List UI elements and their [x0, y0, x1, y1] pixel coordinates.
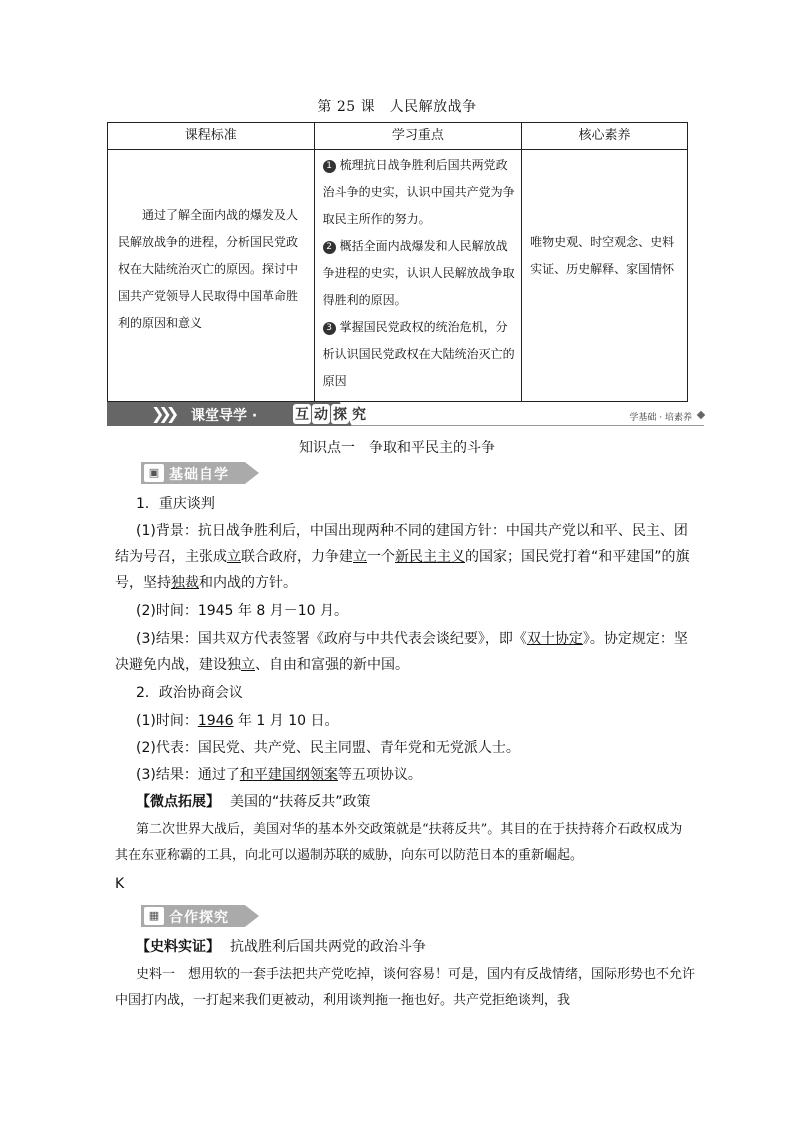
item1-heading: 1．重庆谈判: [136, 496, 215, 512]
item2-heading: 2．政治协商会议: [136, 685, 243, 701]
standards-table: [107, 122, 688, 402]
tag-cooperation: ▦ 合作探究: [141, 905, 259, 927]
extension-text: 第二次世界大战后，美国对华的基本外交政策就是“扶蒋反共”。其目的在于扶持蒋介石政权成为其在东亚称霸的工具，向北可以遏制苏联的威胁，向东可以防范日本的重新崛起。: [115, 822, 683, 863]
number-badge-icon: 1: [323, 160, 336, 173]
lesson-title: 第 25 课 人民解放战争: [317, 99, 477, 115]
source-evidence-heading: 【史料实证】 抗战胜利后国共两党的政治斗争: [136, 939, 426, 955]
tag-basic: ▣ 基础自学: [141, 462, 259, 484]
focus-cell: [315, 150, 522, 401]
item1-result: (3)结果：国共双方代表签署《政府与中共代表会谈纪要》，即《双十协定》。协定规定：坚决避免内战，建设独立、自由和富强的新中国。: [115, 631, 688, 673]
banner-title-b: 互 动 探 究: [293, 404, 369, 424]
focus-item: 3 掌握国民党政权的统治危机，分析认识国民党政权在大陆统治灭亡的原因: [322, 320, 515, 388]
knowledge-point-title: 知识点一 争取和平民主的斗争: [299, 440, 495, 456]
chevron-icon: ❯❯❯: [151, 404, 174, 423]
item1-time: (2)时间：1945 年 8 月－10 月。: [136, 603, 348, 619]
item1-background: (1)背景：抗日战争胜利后，中国出现两种不同的建国方针：中国共产党以和平、民主、团结为号召，主张成立联合政府，力争建立一个新民主主义的国家；国民党打着“和平建国”的旗号，坚持独裁和内战的方针。: [115, 523, 690, 591]
focus-item: 1 梳理抗日战争胜利后国共两党政治斗争的史实，认识中国共产党为争取民主所作的努力。: [322, 158, 515, 226]
item2-result: (3)结果：通过了和平建国纲领案等五项协议。: [136, 767, 422, 783]
curriculum-cell: 通过了解全面内战的爆发及人民解放战争的进程，分析国民党政权在大陆统治灭亡的原因。探讨中国共产党领导人民取得中国革命胜利的原因和意义: [118, 208, 299, 330]
diamond-icon: [697, 411, 705, 419]
section-banner: [107, 402, 704, 426]
stray-mark: K: [115, 876, 125, 892]
source-evidence-text: 史料一 想用软的一套手法把共产党吃掉，谈何容易！可是，国内有反战情绪，国际形势也不允许中国打内战，一打起来我们更被动，利用谈判拖一拖也好。共产党拒绝谈判，我: [115, 967, 696, 1008]
banner-subtitle: 学基础 · 培素养: [629, 413, 692, 423]
extension-heading: 【微点拓展】 美国的“扶蒋反共”政策: [136, 794, 371, 810]
item2-reps: (2)代表：国民党、共产党、民主同盟、青年党和无党派人士。: [136, 740, 520, 756]
item2-time: (1)时间：1946 年 1 月 10 日。: [136, 713, 339, 729]
notebook-icon: ▣: [144, 464, 164, 482]
banner-title-a: 课堂导学 ·: [191, 408, 258, 424]
field-icon: ▦: [144, 907, 164, 925]
table-header-literacy: 核心素养: [522, 123, 688, 150]
literacy-cell: 唯物史观、时空观念、史料实证、历史解释、家国情怀: [530, 235, 675, 276]
table-header-curriculum: 课程标准: [108, 123, 315, 150]
table-header-focus: 学习重点: [314, 123, 522, 150]
focus-item: 2 概括全面内战爆发和人民解放战争进程的史实，认识人民解放战争取得胜利的原因。: [322, 239, 515, 307]
number-badge-icon: 2: [323, 241, 336, 254]
number-badge-icon: 3: [323, 322, 336, 335]
